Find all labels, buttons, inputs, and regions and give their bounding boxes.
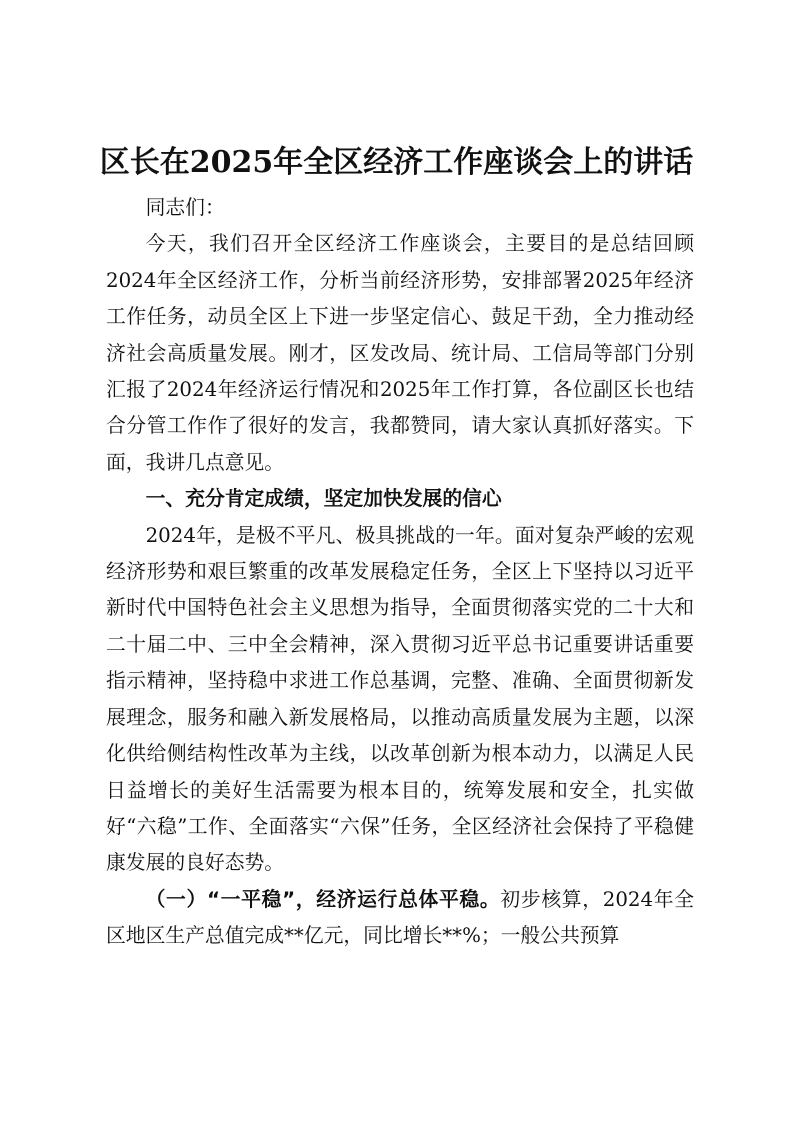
subsection-heading-1: （一）“一平稳”，经济运行总体平稳。 xyxy=(145,887,501,911)
document-title: 区长在2025年全区经济工作座谈会上的讲话 xyxy=(99,145,694,180)
subsection-1-paragraph xyxy=(106,882,694,955)
section-heading-1: 一、充分肯定成绩，坚定加快发展的信心 xyxy=(145,487,502,511)
document-body xyxy=(106,190,694,955)
subsection-1-text: 初步核算，2024年全区地区生产总值完成**亿元，同比增长**%；一般公共预算 xyxy=(106,887,694,948)
section-1-paragraph: 2024年，是极不平凡、极具挑战的一年。面对复杂严峻的宏观经济形势和艰巨繁重的改革发展稳定任务，全区上下坚持以习近平新时代中国特色社会主义思想为指导，全面贯彻落实党的二十大和二十届二中、三中全会精神，深入贯彻习近平总书记重要讲话重要指示精神，坚持稳中求进工作总基调，完整、准确、全面贯彻新发展理念，服务和融入新发展格局，以推动高质量发展为主题，以深化供给侧结构性改革为主线，以改革创新为根本动力，以满足人民日益增长的美好生活需要为根本目的，统筹发展和安全，扎实做好“六稳”工作、全面落实“六保”任务，全区经济社会保持了平稳健康发展的良好态势。 xyxy=(106,523,694,875)
intro-paragraph: 今天，我们召开全区经济工作座谈会，主要目的是总结回顾2024年全区经济工作，分析当前经济形势，安排部署2025年经济工作任务，动员全区上下进一步坚定信心、鼓足干劲，全力推动经济社会高质量发展。刚才，区发改局、统计局、工信局等部门分别汇报了2024年经济运行情况和2025年工作打算，各位副区长也结合分管工作作了很好的发言，我都赞同，请大家认真抓好落实。下面，我讲几点意见。 xyxy=(106,232,694,474)
salutation: 同志们： xyxy=(145,196,225,219)
